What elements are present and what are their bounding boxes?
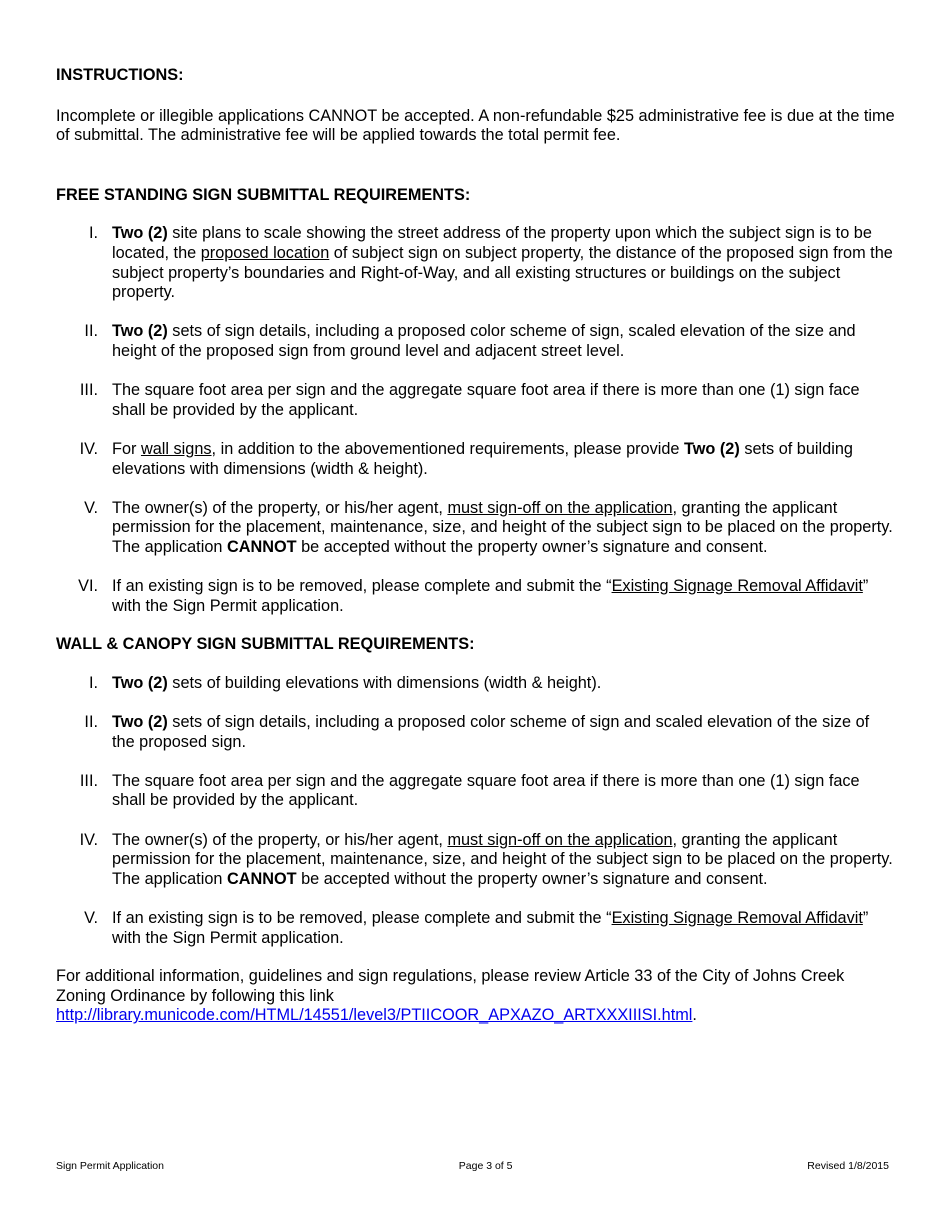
item-text-part: If an existing sign is to be removed, please complete and submit the “ [112,577,612,596]
item-text-part: ” with the Sign Permit application. [112,577,869,615]
item-text [112,381,896,420]
item-underlined-text: Existing Signage Removal Affidavit [611,577,863,596]
item-bold-text: Two (2) [112,713,168,732]
closing-paragraph [56,967,896,1026]
item-text-part: The square foot area per sign and the aggregate square foot area if there is more than one (1) sign face shall be provided by the applicant. [112,381,860,419]
instructions-text: Incomplete or illegible applications CANNOT be accepted. A non-refundable $25 administrative fee is due at the time of submittal. The administrative fee will be applied towards the total permit fee. [56,106,895,145]
item-text-part: , granting the applicant permission for the placement, maintenance, size, and height of the subject sign to be placed on the property. The application [112,498,893,556]
closing-period: . [692,1006,697,1025]
wall-canopy-heading: WALL & CANOPY SIGN SUBMITTAL REQUIREMENTS: [56,635,475,654]
item-number: I. [88,224,98,243]
item-text-part: For [112,439,141,458]
requirement-item [56,440,896,479]
free-standing-list [56,224,896,616]
footer-revised: Revised 1/8/2015 [807,1160,889,1172]
item-bold-text: Two (2) [684,439,740,458]
item-underlined-text: must sign-off on the application [447,830,673,849]
item-text-part: be accepted without the property owner’s signature and consent. [296,869,768,888]
item-text-part: The owner(s) of the property, or his/her agent, [112,498,448,517]
item-bold-text: Two (2) [112,322,168,341]
item-text [112,674,896,694]
requirement-item [56,381,896,420]
requirement-item [56,674,896,694]
item-text-part: of subject sign on subject property, the distance of the proposed sign from the subject property’s boundaries and Right-of-Way, and all existing structures or buildings on the subject property. [112,243,893,302]
page-footer [56,1160,889,1172]
item-number: II. [84,713,98,732]
item-text-part: The owner(s) of the property, or his/her agent, [112,830,448,849]
item-text-part: site plans to scale showing the street address of the property upon which the subject sign is to be located, the [112,224,872,262]
item-bold-text: CANNOT [226,869,297,888]
item-underlined-text: must sign-off on the application [447,498,673,517]
item-number: IV. [79,439,98,458]
requirement-item [56,713,896,752]
item-text-part: The square foot area per sign and the aggregate square foot area if there is more than one (1) sign face shall be provided by the applicant. [112,771,860,810]
document-page [56,66,896,1026]
item-number: II. [84,322,98,341]
item-number: I. [88,673,98,692]
item-bold-text: Two (2) [112,673,168,692]
item-underlined-text: proposed location [200,243,330,262]
municode-link[interactable]: http://library.municode.com/HTML/14551/level3/PTIICOOR_APXAZO_ARTXXXIIISI.html [56,1006,693,1025]
requirement-item [56,577,896,616]
item-number: III. [79,381,98,400]
item-text-part: , granting the applicant permission for the placement, maintenance, size, and height of the subject sign to be placed on the property. The application [112,830,893,888]
item-text-part: If an existing sign is to be removed, please complete and submit the “ [112,908,612,927]
requirement-item [56,831,896,890]
item-text-part: sets of building elevations with dimensions (width & height). [167,673,602,692]
item-text-part: , in addition to the abovementioned requirements, please provide [211,439,685,458]
requirement-item [56,909,896,948]
item-text [112,713,896,752]
item-number: V. [84,498,98,517]
item-text-part: sets of sign details, including a proposed color scheme of sign, scaled elevation of the size and height of the proposed sign from ground level and adjacent street level. [112,322,856,360]
item-underlined-text: Existing Signage Removal Affidavit [611,908,863,927]
item-number: V. [84,908,98,927]
item-text [112,440,896,479]
requirement-item [56,224,896,302]
footer-left: Sign Permit Application [56,1160,164,1172]
item-number: VI. [78,577,98,596]
item-text [112,322,896,361]
item-text-part: be accepted without the property owner’s signature and consent. [296,537,768,556]
item-text [112,577,896,616]
item-bold-text: Two (2) [112,224,168,243]
wall-canopy-list [56,674,896,948]
item-text [112,772,896,811]
closing-text: For additional information, guidelines and sign regulations, please review Article 33 of the City of Johns Creek Zoning Ordinance by following this link [56,967,845,1005]
requirement-item [56,322,896,361]
item-bold-text: CANNOT [226,537,297,556]
item-text-part: ” with the Sign Permit application. [112,908,869,947]
item-number: IV. [79,830,98,849]
requirement-item [56,772,896,811]
free-standing-heading: FREE STANDING SIGN SUBMITTAL REQUIREMENTS: [56,185,471,204]
item-number: III. [79,771,98,790]
instructions-heading: INSTRUCTIONS: [56,66,184,84]
item-text [112,831,896,890]
requirement-item [56,499,896,558]
item-text [112,499,896,558]
footer-page-number: Page 3 of 5 [458,1160,513,1172]
item-text [112,909,896,948]
item-text-part: sets of building elevations with dimensions (width & height). [112,439,853,478]
item-underlined-text: wall signs [140,439,212,458]
item-text-part: sets of sign details, including a proposed color scheme of sign and scaled elevation of the size of the proposed sign. [112,713,870,751]
item-text [112,224,896,302]
